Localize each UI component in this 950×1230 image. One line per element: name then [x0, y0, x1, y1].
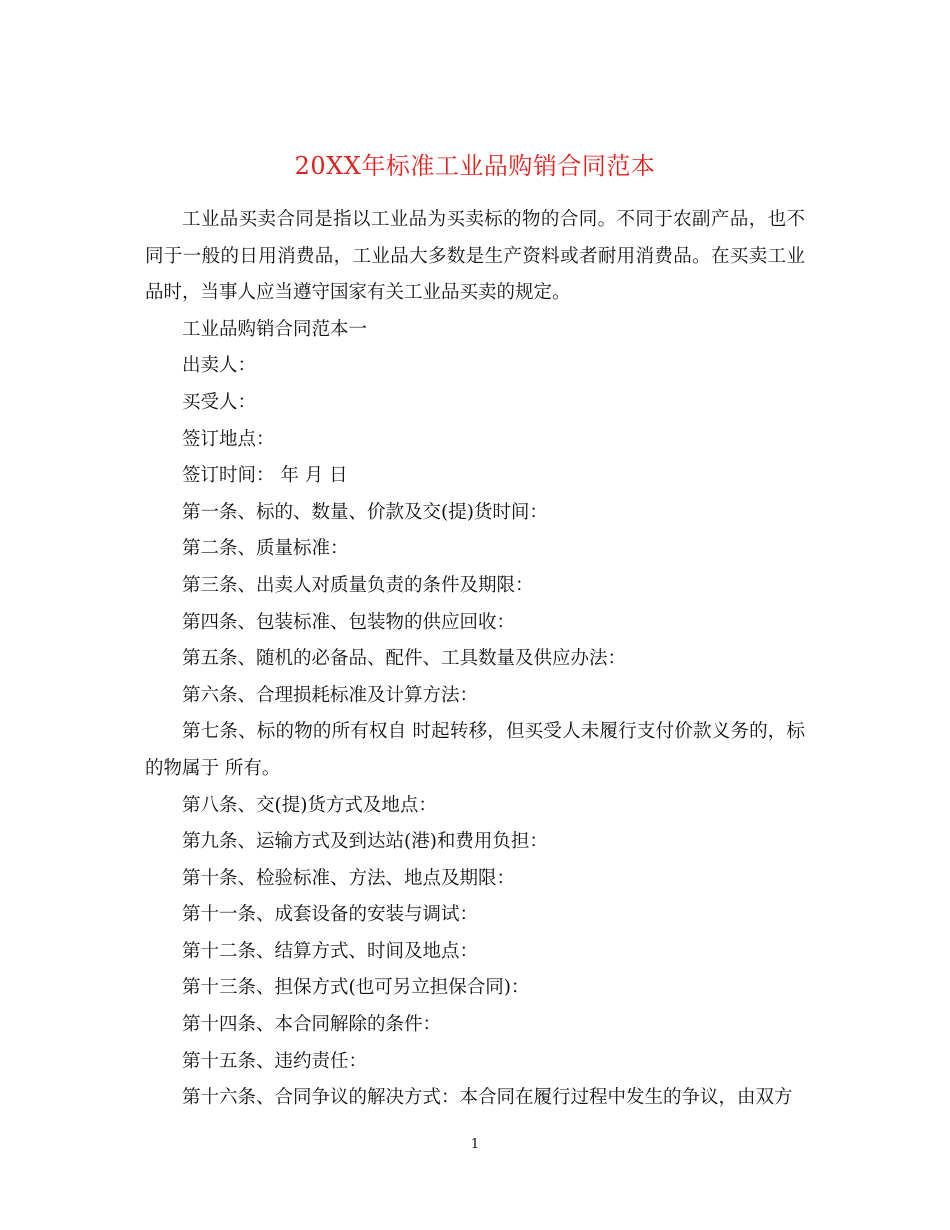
clause-7: 第七条、标的物的所有权自 时起转移，但买受人未履行支付价款义务的，标的物属于 所有。 — [145, 721, 805, 779]
document-body — [145, 202, 805, 1117]
clause-10: 第十条、检验标准、方法、地点及期限： — [182, 867, 516, 889]
intro-paragraph: 工业品买卖合同是指以工业品为买卖标的物的合同。不同于农副产品，也不同于一般的日用消费品，工业品大多数是生产资料或者耐用消费品。在买卖工业品时，当事人应当遵守国家有关工业品买卖的规定。 — [145, 209, 805, 304]
signing-date-line: 签订时间： 年 月 日 — [182, 465, 348, 487]
signing-place-line: 签订地点： — [182, 428, 275, 450]
clause-2: 第二条、质量标准： — [182, 538, 349, 560]
clause-16: 第十六条、合同争议的解决方式：本合同在履行过程中发生的争议，由双方 — [182, 1087, 793, 1109]
document-title: 20XX年标准工业品购销合同范本 — [294, 152, 656, 181]
section-heading: 工业品购销合同范本一 — [182, 318, 368, 340]
clause-5: 第五条、随机的必备品、配件、工具数量及供应办法： — [182, 648, 627, 670]
clause-6: 第六条、合理损耗标准及计算方法： — [182, 684, 479, 706]
buyer-line: 买受人： — [182, 391, 257, 413]
clause-15: 第十五条、违约责任： — [182, 1050, 368, 1072]
clause-9: 第九条、运输方式及到达站(港)和费用负担： — [182, 831, 548, 853]
clause-4: 第四条、包装标准、包装物的供应回收： — [182, 611, 516, 633]
clause-12: 第十二条、结算方式、时间及地点： — [182, 940, 479, 962]
clause-8: 第八条、交(提)货方式及地点： — [182, 794, 437, 816]
page-number: 1 — [470, 1137, 480, 1152]
clause-14: 第十四条、本合同解除的条件： — [182, 1014, 442, 1036]
clause-11: 第十一条、成套设备的安装与调试： — [182, 904, 479, 926]
clause-13: 第十三条、担保方式(也可另立担保合同)： — [182, 977, 530, 999]
clause-1: 第一条、标的、数量、价款及交(提)货时间： — [182, 501, 548, 523]
seller-line: 出卖人： — [182, 355, 257, 377]
clause-3: 第三条、出卖人对质量负责的条件及期限： — [182, 574, 534, 596]
